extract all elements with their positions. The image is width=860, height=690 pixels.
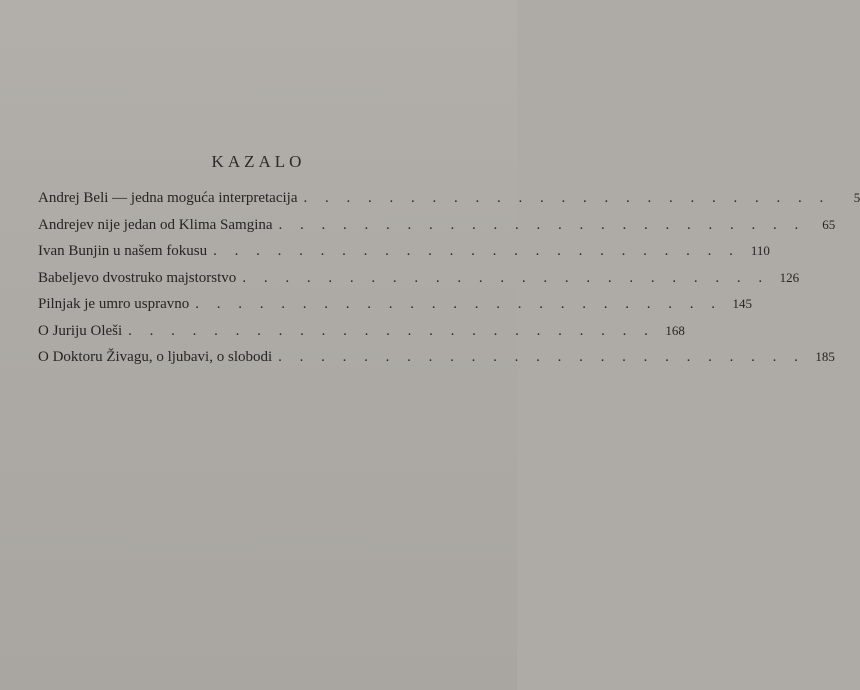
toc-page-number: 5 — [853, 190, 860, 205]
toc-leader-dots: . . . . . . . . . . . . . . . . . . . . . . . . . — [278, 349, 805, 365]
table-of-contents — [38, 190, 860, 376]
toc-leader-dots: . . . . . . . . . . . . . . . . . . . . . . . . . — [278, 216, 806, 233]
toc-page-number: 168 — [665, 322, 685, 338]
toc-row — [38, 243, 770, 270]
toc-row — [38, 216, 836, 244]
toc-page-number: 126 — [779, 269, 800, 285]
toc-page-number: 145 — [732, 296, 752, 311]
toc-leader-dots: . . . . . . . . . . . . . . . . . . . . . . . . . — [195, 296, 722, 312]
toc-page-number: 185 — [815, 349, 835, 364]
toc-row — [38, 296, 752, 323]
toc-entry-title: O Juriju Oleši — [38, 322, 123, 339]
toc-entry-title: Andrej Beli — jedna moguća interpretacija — [38, 190, 298, 206]
toc-entry-title: Andrejev nije jedan od Klima Samgina — [38, 216, 273, 233]
toc-entry-title: Babeljevo dvostruko majstorstvo — [38, 269, 237, 286]
toc-row — [38, 322, 685, 350]
toc-entry-title: Ivan Bunjin u našem fokusu — [38, 243, 208, 259]
toc-entry-title: Pilnjak je umro uspravno — [38, 296, 190, 312]
toc-row — [38, 190, 860, 217]
toc-page-number: 110 — [750, 243, 770, 258]
toc-entry-title: O Doktoru Živagu, o ljubavi, o slobodi — [38, 349, 273, 365]
toc-row — [38, 269, 800, 297]
toc-page-number: 65 — [822, 216, 836, 232]
toc-leader-dots: . . . . . . . . . . . . . . . . . . . . . . . . . — [242, 269, 770, 286]
toc-leader-dots: . . . . . . . . . . . . . . . . . . . . . . . . . — [303, 190, 831, 206]
toc-leader-dots: . . . . . . . . . . . . . . . . . . . . . . . . . — [128, 322, 655, 339]
toc-row — [38, 349, 835, 376]
toc-leader-dots: . . . . . . . . . . . . . . . . . . . . . . . . . — [213, 243, 740, 259]
page-title: KAZALO — [211, 152, 306, 171]
